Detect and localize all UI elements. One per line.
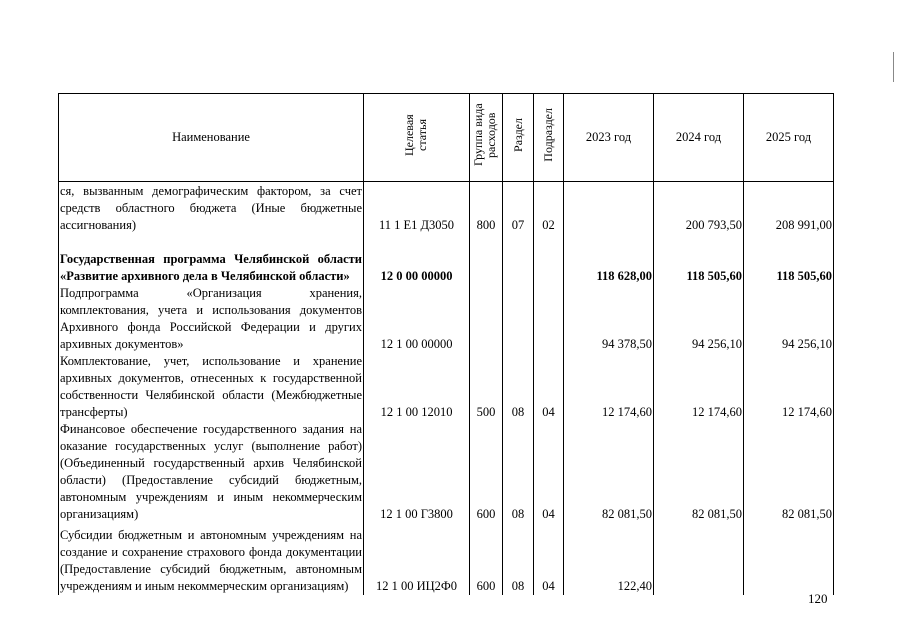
- row-amount-2024: [654, 523, 744, 595]
- row-amount-2023: 82 081,50: [564, 421, 654, 523]
- header-section-label: Раздел: [510, 118, 525, 152]
- row-amount-2024: 118 505,60: [654, 234, 744, 285]
- row-subsection: [534, 234, 564, 285]
- row-target-code: 11 1 Е1 Д3050: [364, 182, 470, 234]
- table-row: [59, 182, 834, 234]
- table-body: [59, 182, 834, 595]
- header-name: Наименование: [59, 94, 364, 182]
- row-amount-2024: 12 174,60: [654, 353, 744, 421]
- row-section: [503, 234, 534, 285]
- header-group: [470, 94, 503, 182]
- header-2023: 2023 год: [564, 94, 654, 182]
- row-target-code: 12 1 00 12010: [364, 353, 470, 421]
- table-row: [59, 234, 834, 285]
- row-amount-2023: 12 174,60: [564, 353, 654, 421]
- row-name: Субсидии бюджетным и автономным учреждениям на создание и сохранение страхового фонда документации (Предоставление субсидий бюджетным, автономным учреждениям и иным некоммерческим организациям): [59, 523, 364, 595]
- header-section: [503, 94, 534, 182]
- row-subsection: 04: [534, 353, 564, 421]
- row-amount-2023: 118 628,00: [564, 234, 654, 285]
- row-subsection: 04: [534, 523, 564, 595]
- row-subsection: 02: [534, 182, 564, 234]
- row-amount-2024: 200 793,50: [654, 182, 744, 234]
- row-amount-2023: 94 378,50: [564, 285, 654, 353]
- table-row: [59, 285, 834, 353]
- row-name: Финансовое обеспечение государственного задания на оказание государственных услуг (выполнение работ) (Объединенный государственный архив Челябинской области) (Предоставление субсидий бюджетным, автономным учреждениям и иным некоммерческим организациям): [60, 421, 362, 521]
- row-subsection: [534, 285, 564, 353]
- row-target-code: 12 1 00 Г3800: [364, 421, 470, 523]
- row-section: 08: [503, 523, 534, 595]
- row-target-code: 12 0 00 00000: [364, 234, 470, 285]
- row-expense-group: [470, 234, 503, 285]
- row-section: 08: [503, 421, 534, 523]
- header-2024: 2024 год: [654, 94, 744, 182]
- row-amount-2025: 94 256,10: [744, 285, 834, 353]
- row-section: 07: [503, 182, 534, 234]
- table-row: [59, 421, 834, 523]
- row-target-code: 12 1 00 00000: [364, 285, 470, 353]
- row-amount-2025: 82 081,50: [744, 421, 834, 523]
- row-amount-2023: 122,40: [564, 523, 654, 595]
- row-expense-group: 500: [470, 353, 503, 421]
- row-amount-2025: [744, 523, 834, 595]
- budget-table: [58, 93, 834, 595]
- table-row: [59, 353, 834, 421]
- row-amount-2024: 94 256,10: [654, 285, 744, 353]
- row-target-code: 12 1 00 ИЦ2Ф0: [364, 523, 470, 595]
- row-section: [503, 285, 534, 353]
- row-expense-group: 800: [470, 182, 503, 234]
- header-subsection-label: Подраздел: [541, 108, 555, 162]
- row-name: Комплектование, учет, использование и хранение архивных документов, отнесенных к государственной собственности Челябинской области (Межбюджетные трансферты): [60, 353, 362, 419]
- row-amount-2025: 118 505,60: [744, 234, 834, 285]
- row-amount-2025: 12 174,60: [744, 353, 834, 421]
- row-amount-2023: [564, 182, 654, 234]
- header-subsection: [534, 94, 564, 182]
- row-name: Подпрограмма «Организация хранения, комплектования, учета и использования документов Архивного фонда Российской Федерации и других архивных документов»: [60, 285, 362, 351]
- header-group-label: Группа вида расходов: [471, 103, 498, 167]
- table-header-row: [59, 94, 834, 182]
- header-target: [364, 94, 470, 182]
- row-expense-group: [470, 285, 503, 353]
- margin-mark: [893, 52, 894, 82]
- header-2025: 2025 год: [744, 94, 834, 182]
- page-number: 120: [808, 591, 828, 606]
- row-name: Государственная программа Челябинской области «Развитие архивного дела в Челябинской области»: [59, 234, 364, 285]
- row-amount-2025: 208 991,00: [744, 182, 834, 234]
- row-expense-group: 600: [470, 421, 503, 523]
- row-section: 08: [503, 353, 534, 421]
- table-row: [59, 523, 834, 595]
- row-amount-2024: 82 081,50: [654, 421, 744, 523]
- row-expense-group: 600: [470, 523, 503, 595]
- header-target-label: Целевая статья: [401, 114, 429, 156]
- row-name: ся, вызванным демографическим фактором, за счет средств областного бюджета (Иные бюджетные ассигнования): [60, 183, 362, 232]
- row-subsection: 04: [534, 421, 564, 523]
